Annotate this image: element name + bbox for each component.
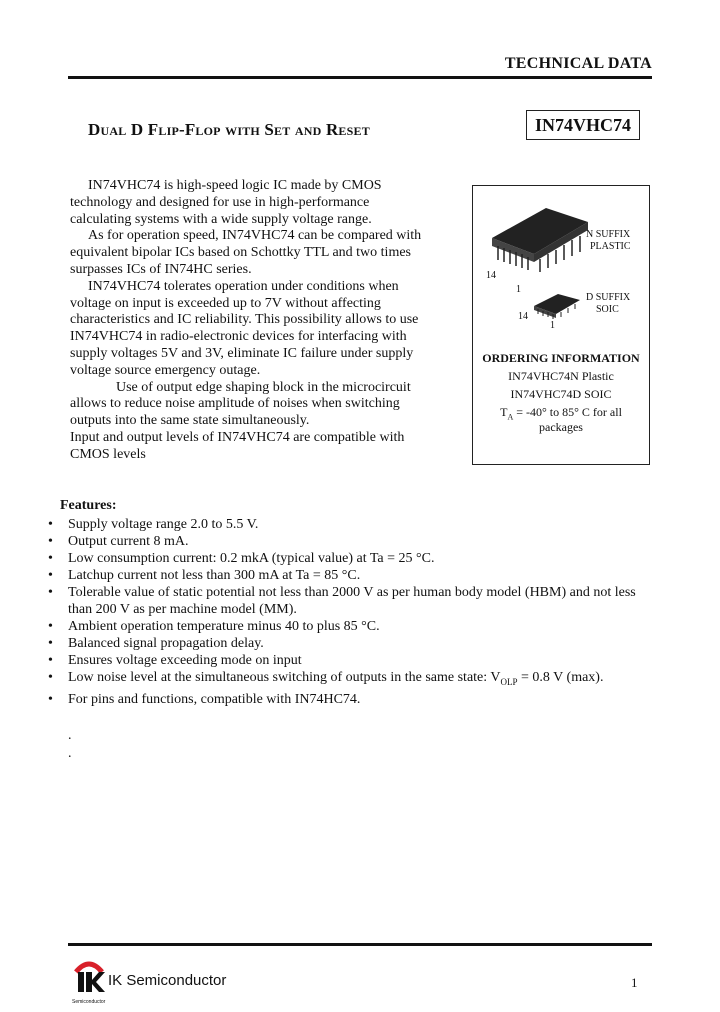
logo-mark [72,960,73,961]
temp-range: = -40° to 85° C for all [513,405,622,419]
noise-value: = 0.8 V (max). [517,670,604,685]
ik-logo [72,958,106,1005]
intro-paragraph: Input and output levels of IN74VHC74 are compatible with CMOS levels [70,429,405,462]
company-name: IK Semiconductor [108,972,227,989]
intro-paragraph: Use of output edge shaping block in the microcircuit allows to reduce noise amplitude of noises when switching outputs into the same state simultaneously. [70,379,411,429]
feature-item: • Balanced signal propagation delay. [48,635,654,652]
feature-item: • Latchup current not less than 300 mA at Ta = 85 °C. [48,567,654,584]
ik-logo-icon [72,958,106,994]
soic-type-label: SOIC [596,304,619,315]
dip-suffix-label: N SUFFIX [586,229,631,240]
page-number: 1 [631,975,638,990]
feature-item: • Supply voltage range 2.0 to 5.5 V. [48,516,654,533]
temp-subscript: A [507,412,514,422]
soic-suffix-label: D SUFFIX [586,292,631,303]
feature-item-noise [48,669,654,691]
ordering-line: IN74VHC74D SOIC [510,387,612,401]
soic-package-icon [528,290,588,326]
noise-text: Low noise level at the simultaneous switching of outputs in the same state: V [68,670,501,685]
feature-item: • Ambient operation temperature minus 40 to plus 85 °C. [48,618,654,635]
ordering-line: IN74VHC74N Plastic [508,369,614,383]
soic-pin-high: 14 [518,311,528,322]
feature-item: • Output current 8 mA. [48,533,654,550]
part-number-box: IN74VHC74 [526,110,640,140]
feature-item: • Ensures voltage exceeding mode on input [48,652,654,669]
logo-small-text: Semiconductor [72,999,106,1005]
intro-paragraph: IN74VHC74 tolerates operation under conditions when voltage on input is exceeded up to 7V without affecting characteristics and IC reliability. This possibility allows to use IN74VHC74 in radio-electronic devices for interfacing with supply voltages 5V and 3V, eliminate IC failure under supply voltage source emergency outage. [70,278,419,378]
feature-item: • Low consumption current: 0.2 mkA (typical value) at Ta = 25 °C. [48,550,654,567]
feature-item: • For pins and functions, compatible with IN74HC74. [48,691,654,708]
feature-item: • Tolerable value of static potential not less than 2000 V as per human body model (HBM) and not less than 200 V as per machine model (MM). [48,584,654,618]
ordering-temp [474,405,648,421]
noise-subscript: OLP [500,676,518,687]
ordering-temp-line2: packages [539,420,583,434]
dip-type-label: PLASTIC [590,241,631,252]
dip-pin-low: 1 [516,284,521,295]
features-list [48,516,654,708]
temp-symbol: T [500,405,508,419]
footer-rule [68,943,652,946]
intro-text [70,178,422,464]
stray-mark: . [68,728,72,743]
page-title: Dual D Flip-Flop with Set and Reset [88,120,370,139]
dip-pin-high: 14 [486,270,496,281]
intro-paragraph: IN74VHC74 is high-speed logic IC made by CMOS technology and designed for use in high-performance calculating systems with a wide supply voltage range. [70,178,382,227]
stray-mark: . [68,746,72,761]
intro-paragraph: As for operation speed, IN74VHC74 can be compared with equivalent bipolar ICs based on Schottky TTL and two times surpasses ICs of IN74HC series. [70,228,422,277]
header-label: TECHNICAL DATA [504,55,652,72]
soic-pin-low: 1 [550,320,555,331]
header-rule [68,76,652,79]
features-title: Features: [60,498,117,513]
ordering-title: ORDERING INFORMATION [482,351,640,365]
